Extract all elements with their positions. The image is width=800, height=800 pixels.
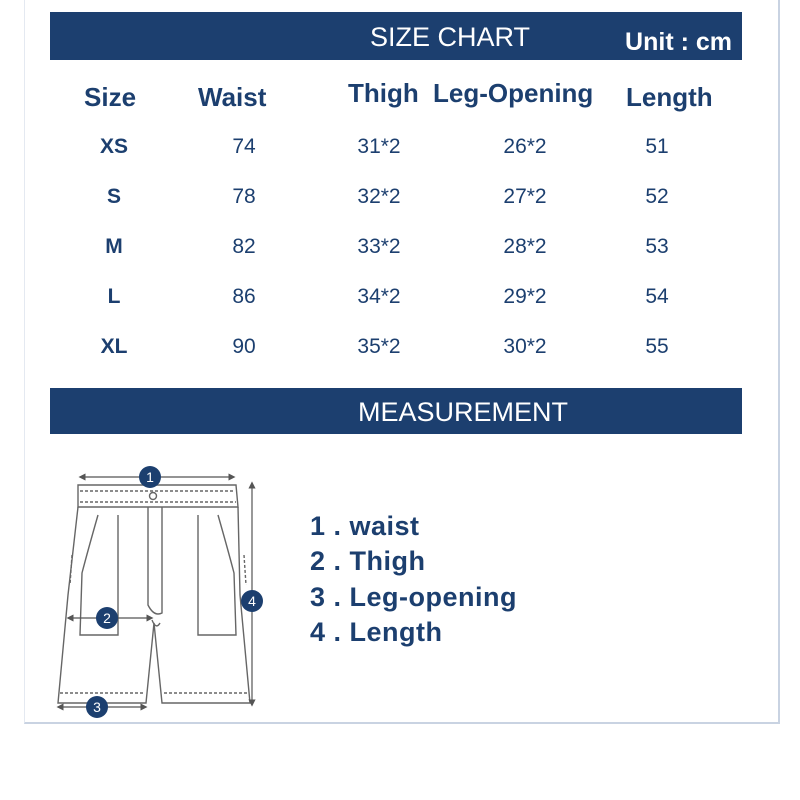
marker-thigh [96, 607, 118, 629]
cell-length: 51 [645, 135, 669, 158]
cell-size: L [107, 285, 121, 308]
cell-thigh: 34*2 [357, 285, 401, 308]
cell-waist: 74 [232, 135, 256, 158]
cell-thigh: 35*2 [357, 335, 401, 358]
cell-length: 52 [645, 185, 669, 208]
size-chart-title: SIZE CHART [370, 22, 531, 52]
marker-length [241, 590, 263, 612]
cell-thigh: 31*2 [357, 135, 401, 158]
cell-size: XL [100, 335, 128, 358]
legend-length: 4 . Length [310, 617, 443, 647]
legend-thigh: 2 . Thigh [310, 546, 426, 576]
header-size: Size [84, 82, 137, 112]
cell-thigh: 33*2 [357, 235, 401, 258]
cell-leg-opening: 29*2 [503, 285, 547, 308]
cell-waist: 82 [232, 235, 256, 258]
measurement-title: MEASUREMENT [358, 397, 569, 427]
shorts-diagram-icon [40, 455, 280, 725]
marker-label: 3 [93, 699, 101, 715]
cell-waist: 78 [232, 185, 256, 208]
header-length: Length [626, 82, 713, 112]
cell-size: S [106, 185, 122, 208]
cell-length: 54 [645, 285, 669, 308]
unit-label: Unit : cm [625, 28, 732, 56]
cell-waist: 86 [232, 285, 256, 308]
cell-length: 53 [645, 235, 669, 258]
marker-label: 2 [103, 610, 111, 626]
legend-waist: 1 . waist [310, 511, 420, 541]
marker-label: 1 [146, 469, 154, 485]
cell-leg-opening: 30*2 [503, 335, 547, 358]
size-chart-banner [50, 12, 742, 60]
marker-leg-opening [86, 696, 108, 718]
measurement-banner [50, 388, 742, 434]
header-thigh: Thigh [348, 78, 419, 108]
cell-size: M [105, 235, 123, 258]
cell-leg-opening: 28*2 [503, 235, 547, 258]
cell-thigh: 32*2 [357, 185, 401, 208]
cell-leg-opening: 27*2 [503, 185, 547, 208]
marker-waist [139, 466, 161, 488]
header-waist: Waist [198, 82, 267, 112]
cell-waist: 90 [232, 335, 256, 358]
marker-label: 4 [248, 593, 256, 609]
legend-leg-opening: 3 . Leg-opening [310, 582, 517, 612]
header-leg-opening: Leg-Opening [433, 78, 594, 108]
cell-length: 55 [645, 335, 669, 358]
cell-size: XS [99, 135, 129, 158]
cell-leg-opening: 26*2 [503, 135, 547, 158]
